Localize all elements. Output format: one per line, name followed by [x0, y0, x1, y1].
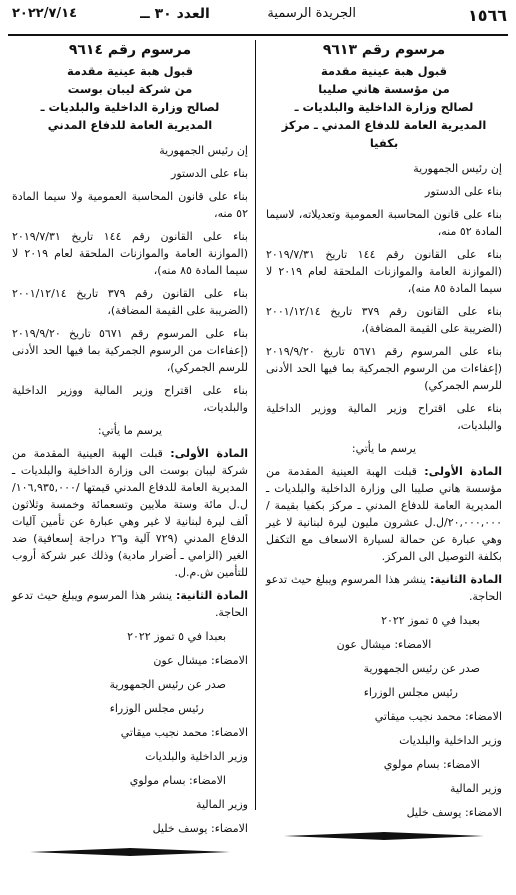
decree-subject-line: قبول هبة عينية مقدمة — [66, 64, 194, 78]
interior-minister-title: وزير الداخلية والبلديات — [399, 734, 502, 747]
article — [12, 587, 248, 621]
president-signature: الامضاء: ميشال عون — [153, 654, 248, 667]
preamble-paragraph: بناء على المرسوم رقم ٥٦٧١ تاريخ ٢٠١٩/٩/٢٠ (إعفاءات من الرسوم الجمركية بما فيها الحد الأدنى للرسم الجمركي) — [266, 345, 502, 392]
decree-title-block — [266, 42, 502, 152]
preamble-paragraph: بناء على القانون رقم ١٤٤ تاريخ ٢٠١٩/٧/٣١ (الموازنة العامة والموازنات الملحقة لعام ٢٠١٩ لا سيما المادة ٨٥ منه)، — [266, 248, 502, 295]
interior-minister-signature: الامضاء: بسام مولوي — [129, 774, 226, 787]
pm-title: رئيس مجلس الوزراء — [109, 702, 204, 715]
pm-signature: الامضاء: محمد نجيب ميقاتي — [374, 710, 502, 723]
finance-minister-signature: الامضاء: يوسف خليل — [152, 822, 248, 835]
interior-minister-title: وزير الداخلية والبلديات — [145, 750, 248, 763]
preamble-paragraph: إن رئيس الجمهورية — [159, 144, 248, 157]
preamble-paragraph: بناء على الدستور — [171, 167, 248, 180]
decree-number: مرسوم رقم ٩٦١٣ — [322, 42, 446, 58]
preamble-paragraph: بناء على القانون رقم ١٤٤ تاريخ ٢٠١٩/٧/٣١ (الموازنة العامة والموازنات الملحقة لعام ٢٠١٩ لا سيما المادة ٨٥ منه)، — [12, 230, 248, 277]
decree-subject-line: من مؤسسة هاني صليبا — [318, 82, 450, 96]
article-title: المادة الأولى: — [424, 465, 502, 478]
issue-date: ٢٠٢٢/٧/١٤ — [12, 6, 78, 21]
pm-title: رئيس مجلس الوزراء — [363, 686, 458, 699]
end-ornament-divider — [12, 847, 248, 859]
end-ornament-divider — [266, 831, 502, 843]
pm-signature: الامضاء: محمد نجيب ميقاتي — [120, 726, 248, 739]
decree-title-block — [12, 42, 248, 134]
issue-number: العدد ٣٠ ــ — [140, 6, 210, 22]
finance-minister-title: وزير المالية — [450, 782, 502, 795]
preamble-paragraph: بناء على القانون رقم ٣٧٩ تاريخ ٢٠٠١/١٢/١٤ (الضريبة على القيمة المضافة)، — [12, 287, 248, 317]
article — [266, 571, 502, 605]
article-text: ينشر هذا المرسوم ويبلغ حيث تدعو الحاجة. — [266, 573, 502, 603]
preamble-paragraph: بناء على اقتراح وزير المالية ووزير الداخلية والبلديات، — [12, 384, 248, 414]
finance-minister-signature: الامضاء: يوسف خليل — [406, 806, 502, 819]
header-rule — [8, 34, 508, 36]
article-text: قبلت الهبة العينية المقدمة من مؤسسة هاني صليبا الى وزارة الداخلية والبلديات ـ المديرية العامة للدفاع المدني ـ مركز بكفيا بقيمة /٢٠,٠٠٠,٠٠٠/ل.ل عشرون مليون ليرة لبنانية لا غير وهي عبارة عن حمالة لسيارة الاسعاف مع التكفل بكلفة التوصيل الى المركز. — [266, 465, 502, 563]
decree-enactment-line: يرسم ما يأتي: — [351, 442, 417, 455]
decree-subject-line: قبول هبة عينية مقدمة — [320, 64, 448, 78]
article — [266, 463, 502, 565]
preamble-paragraph: بناء على القانون رقم ٣٧٩ تاريخ ٢٠٠١/١٢/١٤ (الضريبة على القيمة المضافة)، — [266, 305, 502, 335]
issued-by: صدر عن رئيس الجمهورية — [363, 662, 480, 675]
preamble-paragraph: بناء على الدستور — [425, 185, 502, 198]
article-text: قبلت الهبة العينية المقدمة من شركة ليبان بوست الى وزارة الداخلية والبلديات ـ المديرية العامة للدفاع المدني قيمتها /١٠٦,٩٣٥,٠٠٠/ل.ل مائة وستة ملايين وتسعمائة وخمسة وثلاثون ألف ليرة لبنانية لا غير وهي عبارة عن تأمين آليات الدفاع المدني (٧٢٩ آلية و٢٦ دراجة إسعافية) ضد الغير (الزامي ـ أضرار مادية) وذلك عبر شركة أروب للتأمين ش.م.ل. — [12, 447, 248, 579]
preamble-paragraph: إن رئيس الجمهورية — [413, 162, 502, 175]
preamble-paragraph: بناء على المرسوم رقم ٥٦٧١ تاريخ ٢٠١٩/٩/٢٠ (إعفاءات من الرسوم الجمركية بما فيها الحد الأدنى للرسم الجمركي)، — [12, 327, 248, 374]
decree-9614 — [12, 42, 248, 859]
interior-minister-signature: الامضاء: بسام مولوي — [383, 758, 480, 771]
decree-subject-line: من شركة ليبان بوست — [67, 82, 193, 96]
finance-minister-title: وزير المالية — [196, 798, 248, 811]
decree-number: مرسوم رقم ٩٦١٤ — [68, 42, 192, 58]
president-signature: الامضاء: ميشال عون — [336, 638, 432, 651]
article-text: ينشر هذا المرسوم ويبلغ حيث تدعو الحاجة. — [12, 589, 248, 619]
issued-by: صدر عن رئيس الجمهورية — [109, 678, 226, 691]
preamble-paragraph: بناء على قانون المحاسبة العمومية ولا سيما المادة ٥٢ منه، — [12, 190, 248, 220]
article — [12, 445, 248, 581]
article-title: المادة الثانية: — [430, 573, 502, 586]
place-date: بعبدا في ٥ تموز ٢٠٢٢ — [381, 614, 480, 627]
decree-enactment-line: يرسم ما يأتي: — [97, 424, 163, 437]
article-title: المادة الأولى: — [170, 447, 248, 460]
page-number: ١٥٦٦ — [468, 6, 508, 25]
place-date: بعبدا في ٥ تموز ٢٠٢٢ — [127, 630, 226, 643]
decree-subject-line: لصالح وزارة الداخلية والبلديات ـ — [294, 100, 474, 114]
article-title: المادة الثانية: — [176, 589, 248, 602]
column-divider — [255, 40, 256, 810]
decree-9613 — [266, 42, 502, 843]
gazette-title: الجريدة الرسمية — [267, 6, 356, 21]
decree-subject-line: لصالح وزارة الداخلية والبلديات ـ — [40, 100, 220, 114]
decree-subject-line: المديرية العامة للدفاع المدني — [47, 118, 213, 132]
preamble-paragraph: بناء على قانون المحاسبة العمومية وتعديلاته، لاسيما المادة ٥٢ منه، — [266, 208, 502, 238]
preamble-paragraph: بناء على اقتراح وزير المالية ووزير الداخلية والبلديات، — [266, 402, 502, 432]
decree-subject-line: المديرية العامة للدفاع المدني ـ مركز بكفيا — [281, 118, 487, 150]
